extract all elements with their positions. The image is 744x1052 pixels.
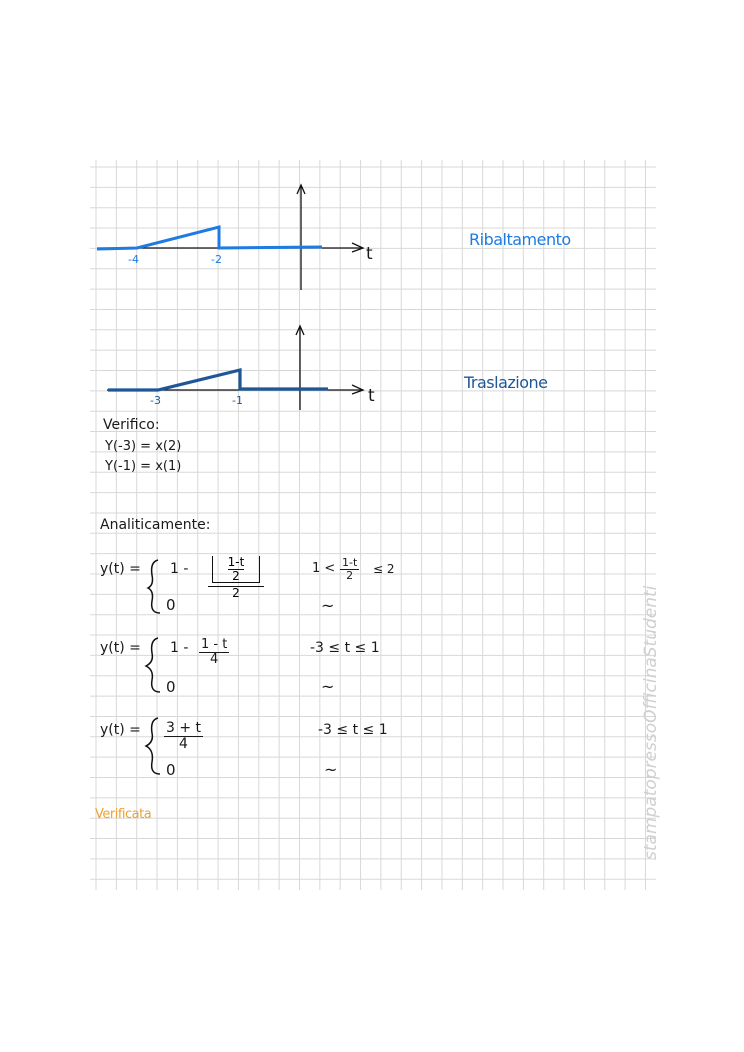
eq1-case2: 0 [166,596,176,614]
denominator: 4 [179,735,188,752]
analitica-title: Analiticamente: [100,517,211,533]
abs-denominator: 2 [232,568,240,583]
outer-denominator: 2 [208,586,264,600]
eq2-case2: 0 [166,678,176,696]
verifico-line: Y(-1) = x(1) [105,459,182,474]
watermark: stampatopressoOfficinaStudenti [641,585,661,860]
denominator: 4 [210,651,219,667]
label-ribaltamento: Ribaltamento [469,230,571,249]
tick-label: -3 [150,394,161,407]
eq1-case1-prefix: 1 - [170,561,189,577]
abs-numerator: 1-t [227,555,245,569]
verifico-title: Verifico: [103,417,160,433]
tick-label: -1 [232,394,243,407]
eq2-fraction [199,638,229,666]
eq1-lhs: y(t) = [100,561,141,577]
eq2-case1-prefix: 1 - [170,640,189,656]
eq1-fraction [208,556,264,600]
brace-3 [146,718,160,774]
eq1-cond-fraction [340,557,359,581]
cond-numerator: 1-t [342,556,358,569]
eq3-fraction [164,721,203,751]
verificata-label: Verificata [95,807,152,822]
verifico-line: Y(-3) = x(2) [105,439,182,454]
axis-label-t: t [368,386,375,406]
axis-label-t: t [366,244,373,264]
eq2-lhs: y(t) = [100,640,141,656]
eq2-cond1: -3 ≤ t ≤ 1 [310,640,380,656]
signal-traslato [108,370,328,390]
numerator: 3 + t [166,720,202,736]
eq2-cond2: ~ [321,677,335,696]
plot-ribaltamento [97,185,363,290]
eq1-cond2: ~ [321,596,335,615]
brace-2 [146,638,160,692]
signal-ribaltato [97,227,322,249]
eq1-cond-left: 1 < [312,561,336,576]
tick-label: -2 [211,253,222,266]
eq3-case2: 0 [166,761,176,779]
numerator: 1 - t [201,637,228,652]
tick-label: -4 [128,253,139,266]
cond-denominator: 2 [346,568,354,582]
eq3-lhs: y(t) = [100,722,141,738]
brace-1 [148,560,160,613]
eq1-cond-right: ≤ 2 [373,562,395,576]
label-traslazione: Traslazione [464,373,548,392]
eq3-cond2: ~ [324,760,338,779]
eq3-cond1: -3 ≤ t ≤ 1 [318,722,388,738]
